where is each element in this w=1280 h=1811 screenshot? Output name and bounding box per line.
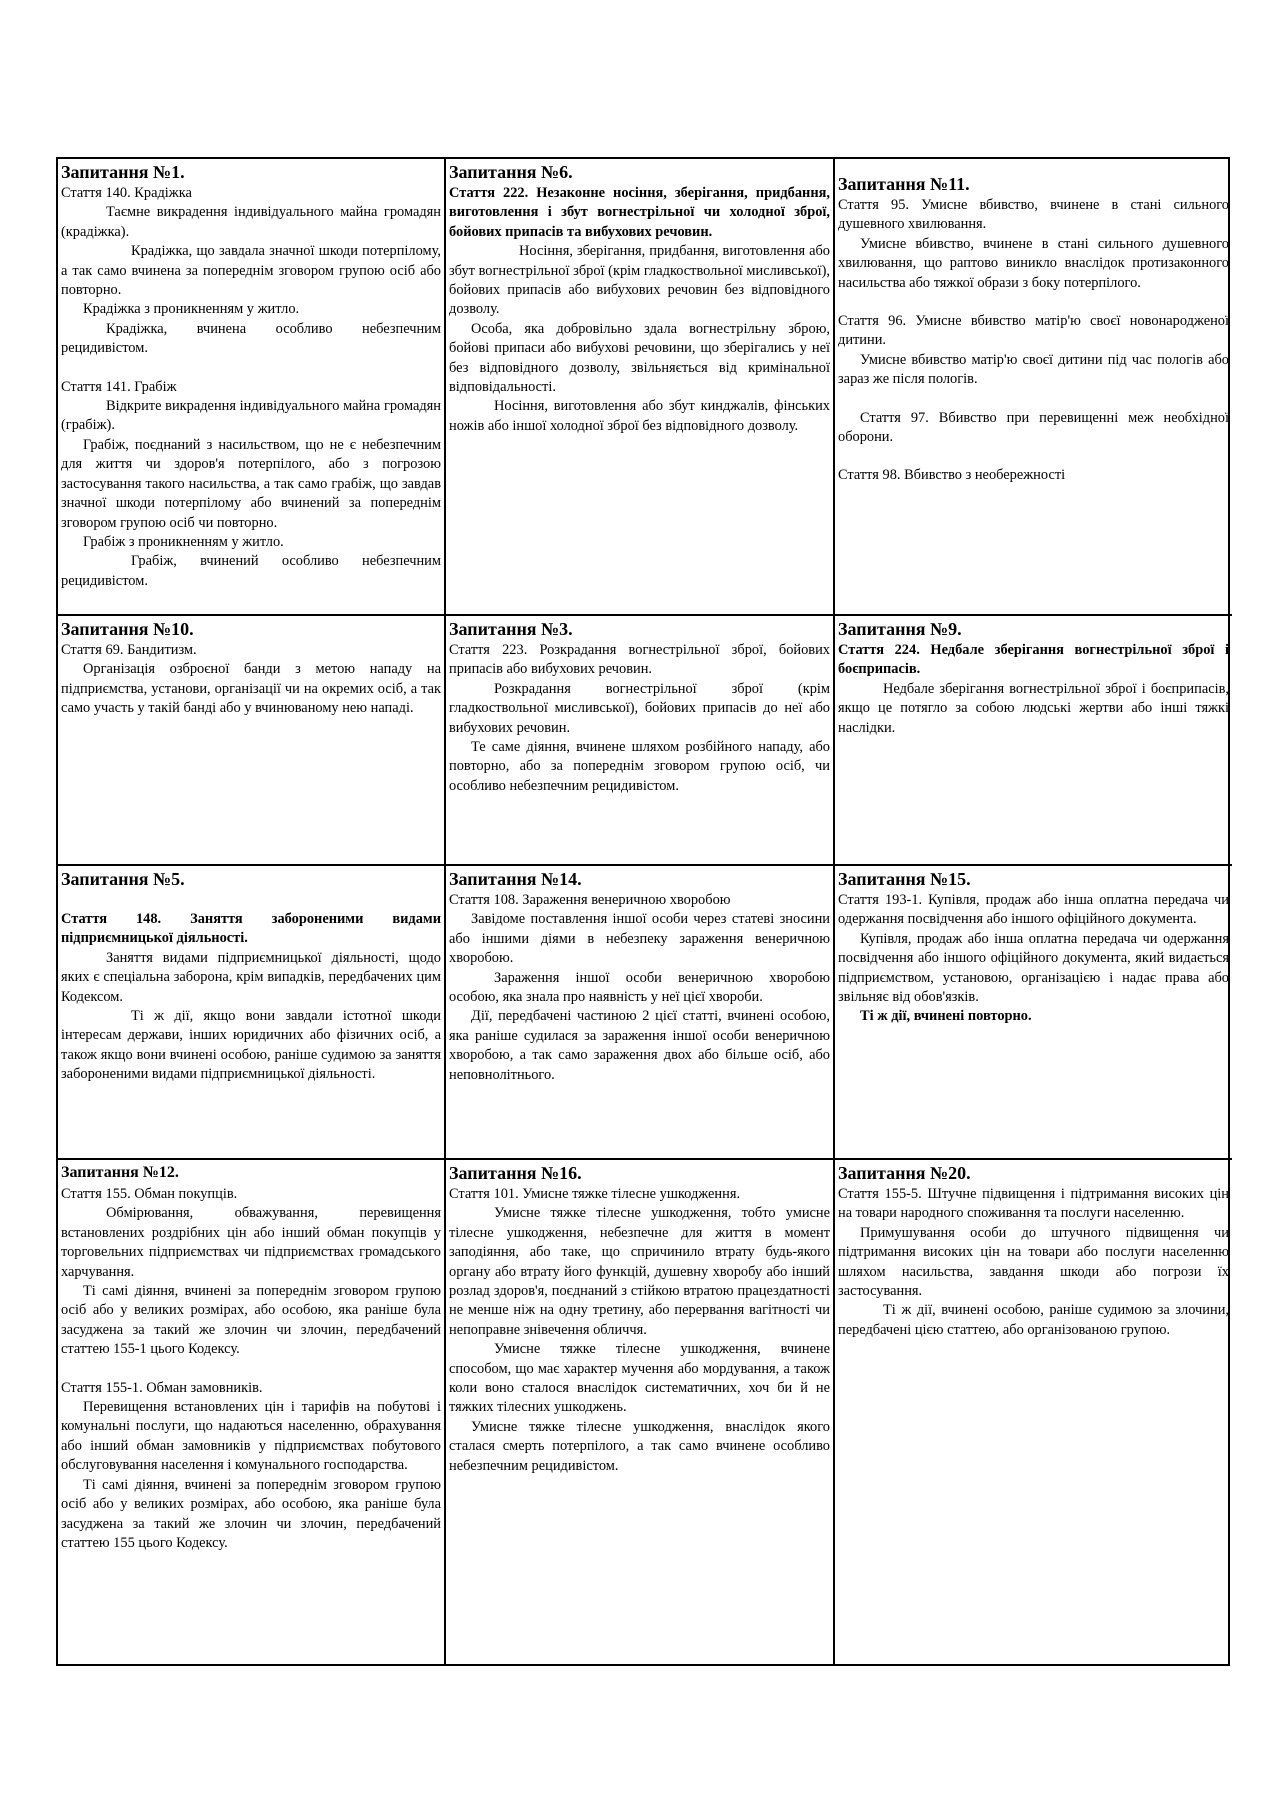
paragraph: Умисне тяжке тілесне ушкодження, вчинене способом, що має характер мучення або мордування, а також коли воно сталося внаслідок систематичних, хоч би й не тяжких тілесних ушкоджень. bbox=[449, 1341, 830, 1416]
question-title: Запитання №6. bbox=[449, 162, 573, 182]
paragraph: Ті самі діяння, вчинені за попереднім зговором групою осіб або у великих розмірах, або особою, яка раніше була засуджена за такий же злочин чи злочин, передбачений статтею 155 цього Кодексу. bbox=[61, 1476, 441, 1551]
cell-question-3 bbox=[446, 616, 835, 866]
cell-question-20 bbox=[835, 1160, 1232, 1664]
article-heading: Стаття 148. Заняття забороненими видами підприємницької діяльності. bbox=[61, 911, 441, 947]
paragraph: Відкрите викрадення індивідуального майна громадян (грабіж). bbox=[61, 398, 441, 434]
article-heading: Стаття 95. Умисне вбивство, вчинене в стані сильного душевного хвилювання. bbox=[838, 197, 1229, 233]
question-title: Запитання №14. bbox=[449, 869, 582, 889]
article-heading: Стаття 155. Обман покупців. bbox=[61, 1186, 238, 1202]
article-heading: Стаття 193-1. Купівля, продаж або інша оплатна передача чи одержання посвідчення або іншого офіційного документа. bbox=[838, 892, 1229, 928]
paragraph: Те саме діяння, вчинене шляхом розбійного нападу, або повторно, або за попереднім зговором групою осіб, чи особливо небезпечним рецидивістом. bbox=[449, 739, 830, 794]
cell-question-14 bbox=[446, 866, 835, 1160]
paragraph: Розкрадання вогнестрільної зброї (крім гладкоствольної мисливської), бойових припасів до неї або вибухових речовин. bbox=[449, 680, 830, 736]
paragraph: Грабіж з проникненням у житло. bbox=[83, 533, 284, 550]
questions-table bbox=[56, 157, 1230, 1666]
paragraph: Обмірювання, обважування, перевищення встановлених роздрібних цін або інший обман покупців у торговельних підприємствах чи підприємствах громадського харчування. bbox=[61, 1205, 441, 1280]
article-heading: Стаття 224. Недбале зберігання вогнестрільної зброї і боєприпасів. bbox=[838, 642, 1229, 678]
paragraph: Грабіж, поєднаний з насильством, що не є небезпечним для життя чи здоров'я потерпілого, або з погрозою застосування такого насильства, а так само грабіж, що завдав значної шкоди потерпілому або вчинений за попереднім зговором групою осіб чи повторно. bbox=[61, 436, 441, 531]
question-title: Запитання №3. bbox=[449, 619, 573, 639]
paragraph: Таємне викрадення індивідуального майна громадян (крадіжка). bbox=[61, 204, 441, 240]
cell-question-1 bbox=[58, 159, 446, 616]
paragraph: Зараження іншої особи венеричною хворобою особою, яка знала про наявність у неї цієї хвороби. bbox=[449, 969, 830, 1006]
question-title: Запитання №1. bbox=[61, 162, 185, 182]
article-heading: Стаття 96. Умисне вбивство матір'ю своєї новонародженої дитини. bbox=[838, 313, 1229, 349]
paragraph: Носіння, зберігання, придбання, виготовлення або збут вогнестрільної зброї (крім гладкоствольної мисливської), бойових припасів або вибухових речовин без відповідного дозволу. bbox=[449, 243, 830, 318]
article-heading: Стаття 98. Вбивство з необережності bbox=[838, 467, 1066, 484]
paragraph: Крадіжка, що завдала значної шкоди потерпілому, а так само вчинена за попереднім зговором групою осіб або повторно. bbox=[61, 243, 441, 299]
paragraph: Крадіжка з проникненням у житло. bbox=[83, 301, 300, 318]
cell-question-16 bbox=[446, 1160, 835, 1664]
paragraph: Носіння, виготовлення або збут кинджалів, фінських ножів або іншої холодної зброї без відповідного дозволу. bbox=[449, 398, 830, 434]
paragraph: Завідоме поставлення іншої особи через статеві зносини або іншими діями в небезпеку зараження венеричною хворобою. bbox=[449, 911, 830, 967]
paragraph: Організація озброєної банди з метою нападу на підприємства, установи, організації чи на окремих осіб, а так само участь у такій банді або у вчинюваному нею нападі. bbox=[61, 661, 441, 717]
cell-question-5 bbox=[58, 866, 446, 1160]
article-heading: Стаття 155-5. Штучне підвищення і підтримання високих цін на товари народного споживання та послуги населенню. bbox=[838, 1186, 1229, 1222]
paragraph: Крадіжка, вчинена особливо небезпечним рецидивістом. bbox=[61, 320, 441, 357]
paragraph: Заняття видами підприємницької діяльності, щодо яких є спеціальна заборона, крім випадків, передбачених цим Кодексом. bbox=[61, 949, 441, 1005]
paragraph: Примушування особи до штучного підвищення чи підтримання високих цін на товари або послуги населенню шляхом насильства, завдання шкоди або погрози їх застосування. bbox=[838, 1224, 1229, 1300]
article-heading: Стаття 97. Вбивство при перевищенні меж необхідної оборони. bbox=[838, 409, 1229, 446]
article-heading: Стаття 141. Грабіж bbox=[61, 378, 177, 395]
paragraph: Умисне тяжке тілесне ушкодження, внаслідок якого сталася смерть потерпілого, а так само вчинене особливо небезпечним рецидивістом. bbox=[449, 1418, 830, 1474]
cell-question-12 bbox=[58, 1160, 446, 1664]
question-title: Запитання №15. bbox=[838, 869, 971, 889]
article-heading: Стаття 108. Зараження венеричною хворобою bbox=[449, 892, 731, 908]
cell-question-9 bbox=[835, 616, 1232, 866]
cell-question-11 bbox=[835, 159, 1232, 616]
paragraph: Ті ж дії, вчинені повторно. bbox=[860, 1008, 1032, 1025]
question-title: Запитання №16. bbox=[449, 1163, 582, 1183]
paragraph: Умисне вбивство, вчинене в стані сильного душевного хвилювання, що раптово виникло внаслідок протизаконного насильства або тяжкої образи з боку потерпілого. bbox=[838, 235, 1229, 291]
article-heading: Стаття 140. Крадіжка bbox=[61, 185, 192, 201]
cell-question-15 bbox=[835, 866, 1232, 1160]
paragraph: Купівля, продаж або інша оплатна передача чи одержання посвідчення або іншого офіційного документа, який видається підприємством, установою, організацією і надає права або звільняє від обов'язків. bbox=[838, 930, 1229, 1006]
paragraph: Недбале зберігання вогнестрільної зброї і боєприпасів, якщо це потягло за собою людські жертви або інші тяжкі наслідки. bbox=[838, 680, 1229, 736]
paragraph: Особа, яка добровільно здала вогнестрільну зброю, бойові припаси або вибухові речовини, що зберігались у неї без відповідного дозволу, звільняється від кримінальної відповідальності. bbox=[449, 320, 830, 396]
question-title: Запитання №11. bbox=[838, 174, 970, 194]
paragraph: Ті ж дії, вчинені особою, раніше судимою за злочини, передбачені цією статтею, або організованою групою. bbox=[838, 1302, 1229, 1338]
paragraph: Перевищення встановлених цін і тарифів на побутові і комунальні послуги, що надаються населенню, обрахування або інший обман замовників у підприємствах побутового обслуговування населення і комунального господарства. bbox=[61, 1399, 441, 1474]
paragraph: Ті ж дії, якщо вони завдали істотної шкоди інтересам держави, інших юридичних або фізичних осіб, а також якщо вони вчинені особою, раніше судимою за заняття забороненими видами підприємницької діяльності. bbox=[61, 1008, 441, 1083]
article-heading: Стаття 222. Незаконне носіння, зберігання, придбання, виготовлення і збут вогнестрільної чи холодної зброї, бойових припасів та вибухових речовин. bbox=[449, 185, 830, 240]
question-title: Запитання №12. bbox=[61, 1164, 179, 1181]
question-title: Запитання №5. bbox=[61, 869, 185, 889]
paragraph: Умисне тяжке тілесне ушкодження, тобто умисне тілесне ушкодження, небезпечне для життя в момент заподіяння, або таке, що спричинило втрату будь-якого органу або втрату його функцій, душевну хворобу або інший розлад здоров'я, поєднаний з стійкою втратою працездатності не менше ніж на одну третину, або перервання вагітності чи непоправне знівечення обличчя. bbox=[449, 1205, 830, 1338]
cell-question-10 bbox=[58, 616, 446, 866]
question-title: Запитання №10. bbox=[61, 619, 194, 639]
cell-question-6 bbox=[446, 159, 835, 616]
paragraph: Дії, передбачені частиною 2 цієї статті, вчинені особою, яка раніше судилася за зараження іншої особи венеричною хворобою, а так само зараження двох або більше осіб, або неповнолітнього. bbox=[449, 1008, 830, 1083]
paragraph: Умисне вбивство матір'ю своєї дитини під час пологів або зараз же після пологів. bbox=[838, 351, 1229, 388]
article-heading: Стаття 155-1. Обман замовників. bbox=[61, 1379, 263, 1396]
paragraph: Ті самі діяння, вчинені за попереднім зговором групою осіб або у великих розмірах, або особою, яка раніше була засуджена за такий же злочин чи злочин, передбачений статтею 155-1 цього Кодексу. bbox=[61, 1283, 441, 1358]
article-heading: Стаття 223. Розкрадання вогнестрільної зброї, бойових припасів або вибухових речовин. bbox=[449, 642, 830, 678]
paragraph: Грабіж, вчинений особливо небезпечним рецидивістом. bbox=[61, 553, 441, 589]
question-title: Запитання №9. bbox=[838, 619, 962, 639]
question-title: Запитання №20. bbox=[838, 1163, 971, 1183]
article-heading: Стаття 69. Бандитизм. bbox=[61, 642, 197, 658]
article-heading: Стаття 101. Умисне тяжке тілесне ушкодження. bbox=[449, 1186, 741, 1202]
